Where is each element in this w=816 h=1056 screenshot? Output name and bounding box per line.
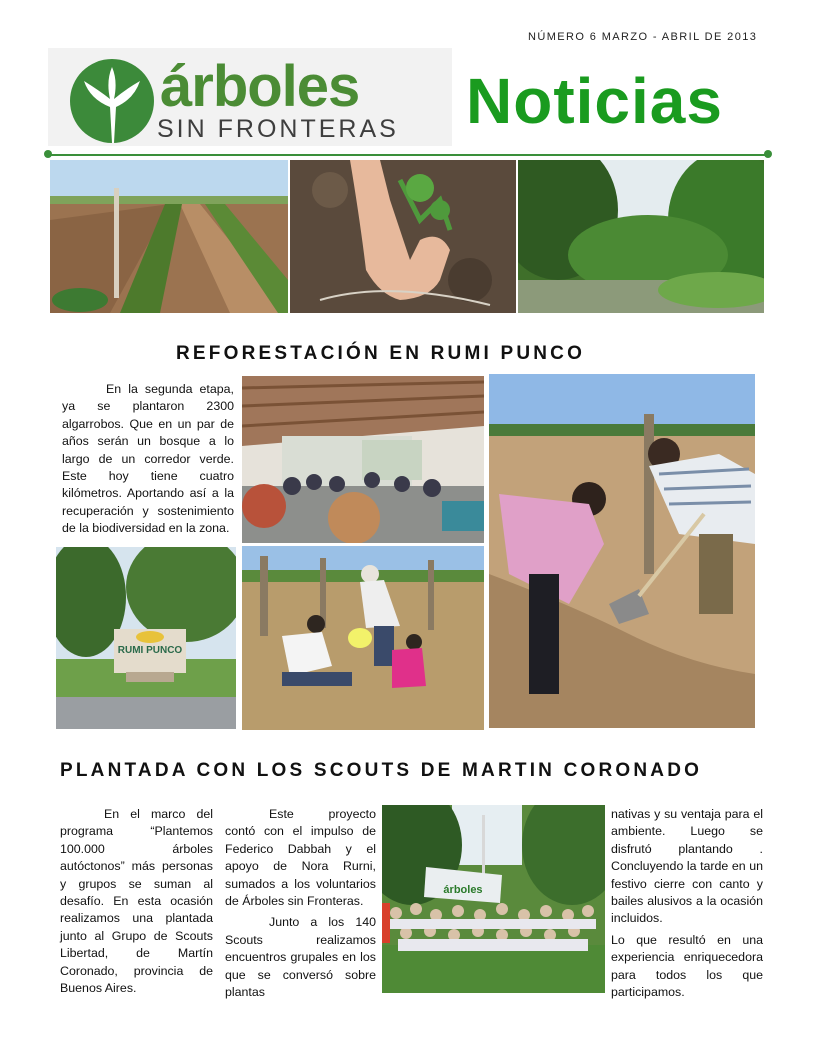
article2-col2-p1: Este proyecto contó con el impulso de Federico Dabbah y el apoyo de Nora Rurni, sumados a los voluntarios de Árboles sin Fronteras.	[225, 807, 376, 909]
photo-planting-group	[242, 546, 484, 730]
article2-col3-p1: nativas y su ventaja para el ambiente. Luego se disfrutó plantando . Concluyendo la tarde en un festivo cierre con canto y bailes alusivos a la ocasión incluidos.	[611, 807, 763, 926]
sign-text: RUMI PUNCO	[117, 645, 183, 656]
photo-hands-planting	[290, 160, 516, 313]
article1-headline: REFORESTACIÓN EN RUMI PUNCO	[176, 343, 586, 364]
article2-column-1	[60, 806, 213, 997]
rule-dot-right	[764, 150, 772, 158]
photo-children-digging	[489, 374, 755, 728]
article2-column-3	[611, 806, 763, 1001]
photo-crop-field	[50, 160, 288, 313]
article1-body-text: En la segunda etapa, ya se plantaron 2300 algarrobos. Que en un par de años serán un bosque a lo largo de un corredor verde. Este hoy tiene cuatro kilómetros. Aportando así a la recuperación y sostenimiento de la biodiversidad en la zona.	[62, 382, 234, 536]
issue-line: NÚMERO 6 MARZO - ABRIL DE 2013	[528, 31, 758, 43]
header-rule	[48, 154, 768, 156]
masthead-title: Noticias	[466, 65, 723, 137]
article2-headline: PLANTADA CON LOS SCOUTS DE MARTIN CORONADO	[60, 760, 703, 781]
photo-stream-trees	[518, 160, 764, 313]
article2-col1-text: En el marco del programa “Plantemos 100.000 árboles autóctonos” más personas y grupos se suman al desafío. En esta ocasión realizamos una plantada junto al Grupo de Scouts Libertad, de Martín Coronado, provincia de Buenos Aires.	[60, 807, 213, 996]
article2-col3-p2: Lo que resultó en una experiencia enriquecedora para todos los que participamos.	[611, 932, 763, 1000]
logo-subtitle: SIN FRONTERAS	[157, 115, 399, 143]
photo-rumi-punco-sign	[56, 547, 236, 729]
article2-col2-p2: Junto a los 140 Scouts realizamos encuentros grupales en los que se conversó sobre plantas	[225, 915, 376, 1000]
photo-scouts-group	[382, 805, 605, 993]
article2-column-2	[225, 806, 376, 1001]
article1-body	[62, 381, 234, 538]
banner-text: árboles	[443, 884, 483, 896]
photo-meeting-shelter	[242, 376, 484, 543]
logo-tree-icon	[70, 59, 154, 143]
logo-title: árboles	[160, 54, 360, 119]
